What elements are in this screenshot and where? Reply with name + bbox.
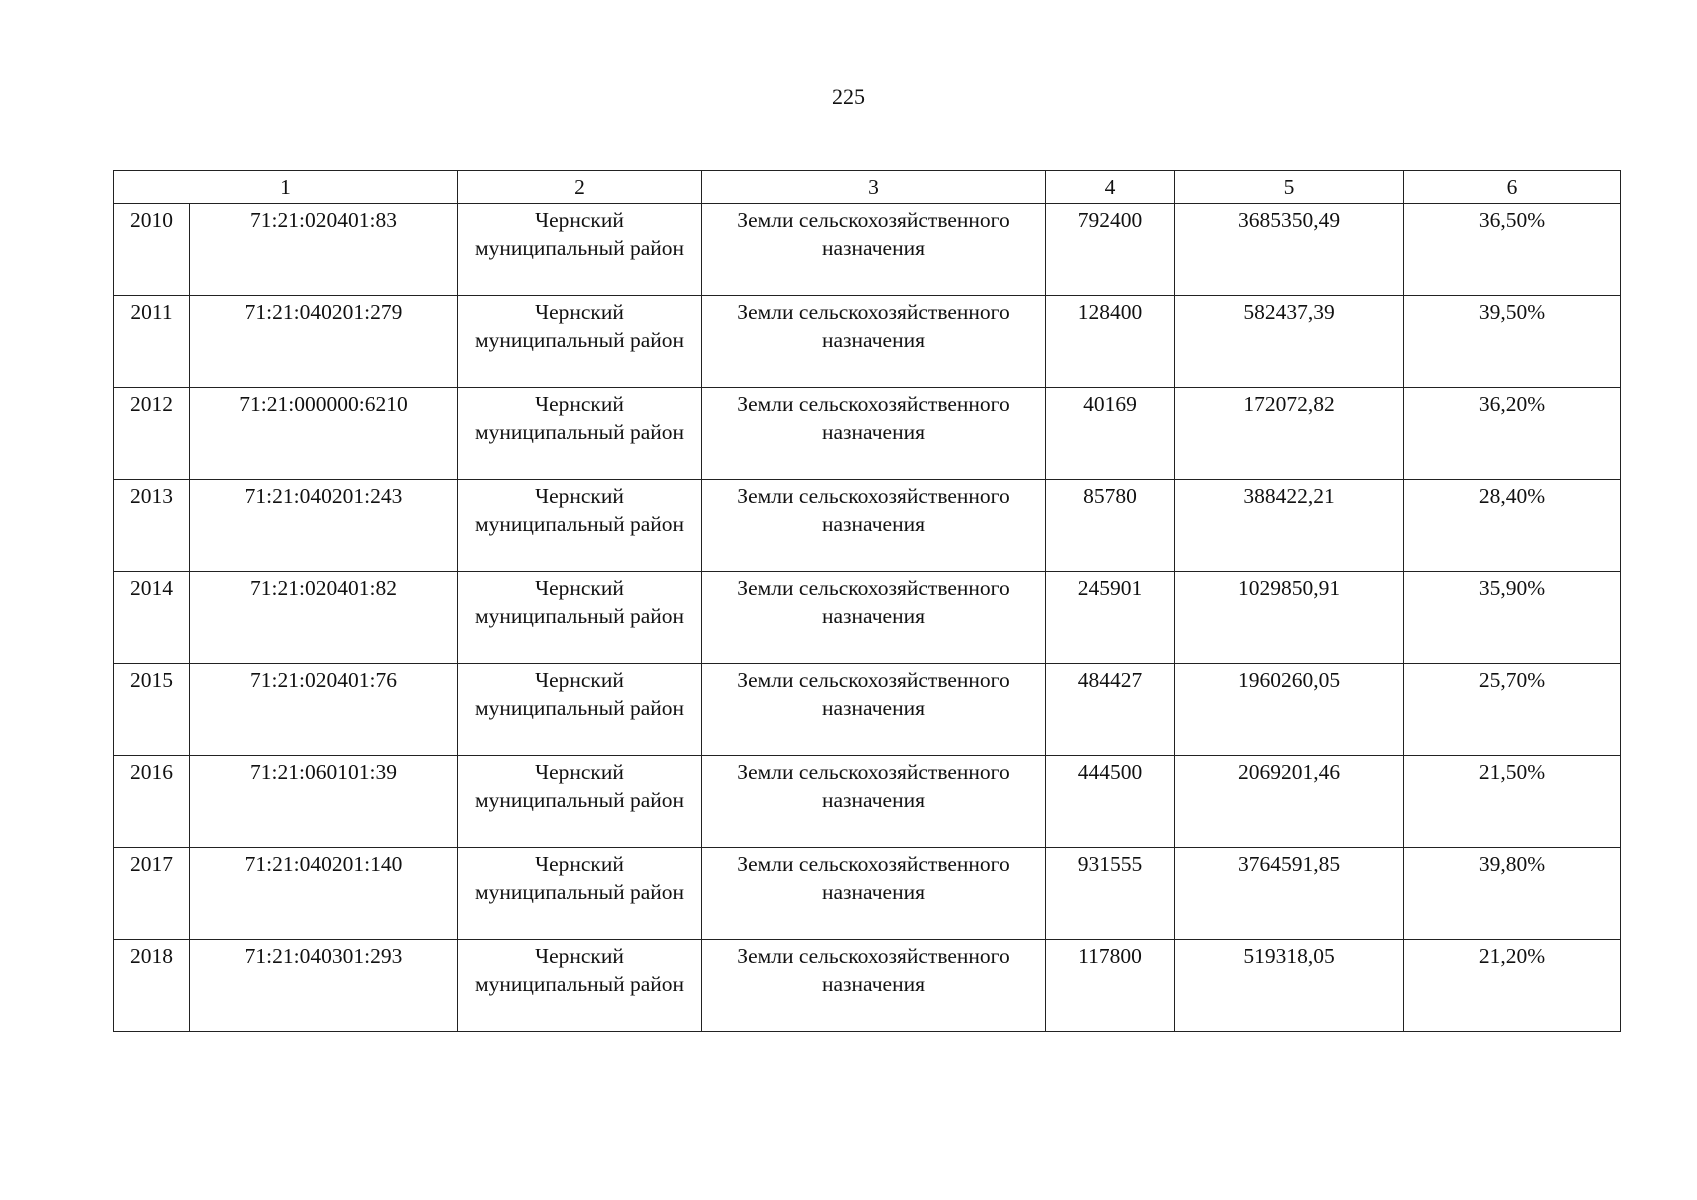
column-header-3: 3	[702, 171, 1046, 204]
district-cell: Чернский муниципальный район	[458, 664, 702, 756]
cadastral-number-cell: 71:21:020401:82	[190, 572, 458, 664]
land-category-cell: Земли сельскохозяйственного назначения	[702, 480, 1046, 572]
land-category-cell: Земли сельскохозяйственного назначения	[702, 940, 1046, 1032]
row-number-cell: 2017	[114, 848, 190, 940]
cadastral-value-cell: 2069201,46	[1175, 756, 1404, 848]
cadastral-value-cell: 1029850,91	[1175, 572, 1404, 664]
cadastral-number-cell: 71:21:040201:279	[190, 296, 458, 388]
column-header-4: 4	[1046, 171, 1175, 204]
area-cell: 444500	[1046, 756, 1175, 848]
land-category-cell: Земли сельскохозяйственного назначения	[702, 756, 1046, 848]
cadastral-value-cell: 1960260,05	[1175, 664, 1404, 756]
area-cell: 245901	[1046, 572, 1175, 664]
land-category-cell: Земли сельскохозяйственного назначения	[702, 572, 1046, 664]
column-header-1: 1	[114, 171, 458, 204]
area-cell: 792400	[1046, 204, 1175, 296]
column-header-6: 6	[1404, 171, 1621, 204]
cadastral-value-cell: 582437,39	[1175, 296, 1404, 388]
table-row	[114, 848, 1621, 940]
table-row	[114, 388, 1621, 480]
percent-cell: 28,40%	[1404, 480, 1621, 572]
area-cell: 128400	[1046, 296, 1175, 388]
table-header-row	[114, 171, 1621, 204]
percent-cell: 39,80%	[1404, 848, 1621, 940]
row-number-cell: 2012	[114, 388, 190, 480]
table-row	[114, 664, 1621, 756]
district-cell: Чернский муниципальный район	[458, 204, 702, 296]
column-header-2: 2	[458, 171, 702, 204]
cadastral-value-cell: 172072,82	[1175, 388, 1404, 480]
table-row	[114, 204, 1621, 296]
percent-cell: 21,20%	[1404, 940, 1621, 1032]
cadastral-value-cell: 388422,21	[1175, 480, 1404, 572]
cadastral-number-cell: 71:21:060101:39	[190, 756, 458, 848]
page-number: 225	[832, 84, 865, 109]
land-category-cell: Земли сельскохозяйственного назначения	[702, 204, 1046, 296]
row-number-cell: 2014	[114, 572, 190, 664]
land-category-cell: Земли сельскохозяйственного назначения	[702, 848, 1046, 940]
table-row	[114, 296, 1621, 388]
percent-cell: 36,20%	[1404, 388, 1621, 480]
row-number-cell: 2015	[114, 664, 190, 756]
row-number-cell: 2018	[114, 940, 190, 1032]
table-row	[114, 940, 1621, 1032]
cadastral-number-cell: 71:21:040201:140	[190, 848, 458, 940]
cadastral-number-cell: 71:21:020401:83	[190, 204, 458, 296]
land-plots-table	[113, 170, 1621, 1032]
district-cell: Чернский муниципальный район	[458, 756, 702, 848]
percent-cell: 25,70%	[1404, 664, 1621, 756]
district-cell: Чернский муниципальный район	[458, 480, 702, 572]
percent-cell: 35,90%	[1404, 572, 1621, 664]
cadastral-number-cell: 71:21:040201:243	[190, 480, 458, 572]
cadastral-value-cell: 3764591,85	[1175, 848, 1404, 940]
percent-cell: 39,50%	[1404, 296, 1621, 388]
row-number-cell: 2011	[114, 296, 190, 388]
row-number-cell: 2016	[114, 756, 190, 848]
table-row	[114, 572, 1621, 664]
percent-cell: 21,50%	[1404, 756, 1621, 848]
district-cell: Чернский муниципальный район	[458, 388, 702, 480]
area-cell: 931555	[1046, 848, 1175, 940]
column-header-5: 5	[1175, 171, 1404, 204]
area-cell: 85780	[1046, 480, 1175, 572]
table-body	[114, 204, 1621, 1032]
land-category-cell: Земли сельскохозяйственного назначения	[702, 388, 1046, 480]
cadastral-number-cell: 71:21:000000:6210	[190, 388, 458, 480]
district-cell: Чернский муниципальный район	[458, 848, 702, 940]
table-row	[114, 480, 1621, 572]
district-cell: Чернский муниципальный район	[458, 296, 702, 388]
table-row	[114, 756, 1621, 848]
land-category-cell: Земли сельскохозяйственного назначения	[702, 296, 1046, 388]
area-cell: 40169	[1046, 388, 1175, 480]
cadastral-number-cell: 71:21:040301:293	[190, 940, 458, 1032]
row-number-cell: 2010	[114, 204, 190, 296]
cadastral-value-cell: 3685350,49	[1175, 204, 1404, 296]
district-cell: Чернский муниципальный район	[458, 572, 702, 664]
cadastral-value-cell: 519318,05	[1175, 940, 1404, 1032]
percent-cell: 36,50%	[1404, 204, 1621, 296]
area-cell: 117800	[1046, 940, 1175, 1032]
area-cell: 484427	[1046, 664, 1175, 756]
row-number-cell: 2013	[114, 480, 190, 572]
cadastral-number-cell: 71:21:020401:76	[190, 664, 458, 756]
district-cell: Чернский муниципальный район	[458, 940, 702, 1032]
land-category-cell: Земли сельскохозяйственного назначения	[702, 664, 1046, 756]
